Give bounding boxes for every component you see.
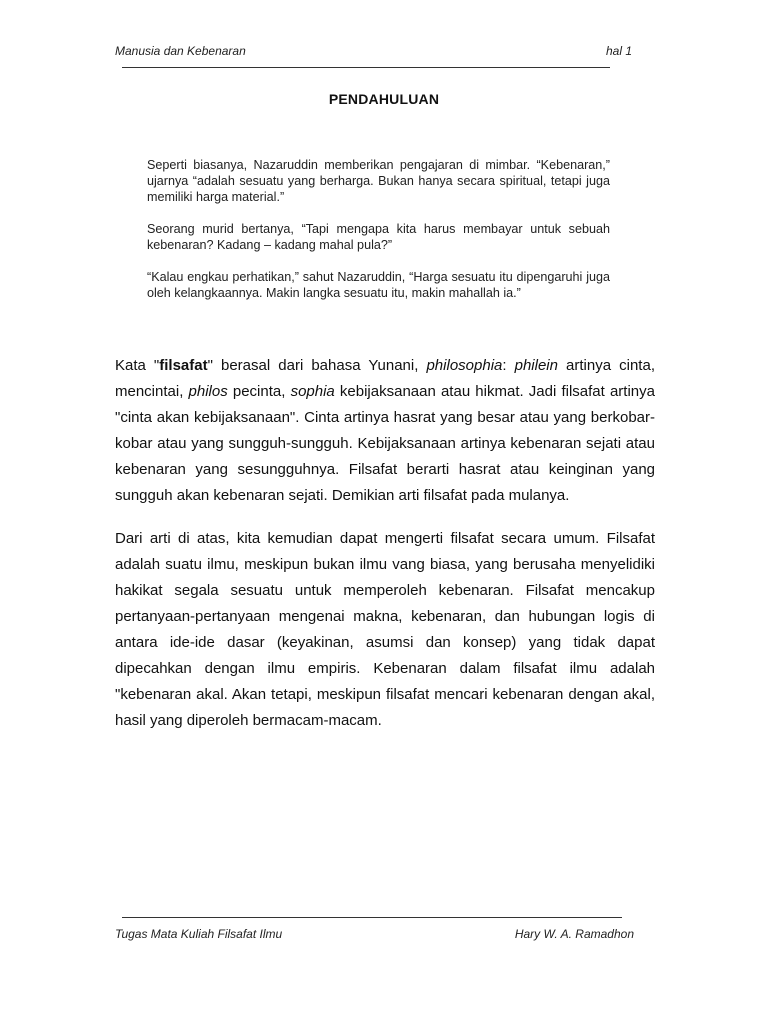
quote-block [147, 157, 610, 317]
header-title: Manusia dan Kebenaran [115, 44, 246, 58]
header-divider [122, 67, 610, 68]
italic-term: sophia [290, 383, 335, 400]
paragraph-text: Dari arti di atas, kita kemudian dapat mengerti filsafat secara umum. Filsafat adalah suatu ilmu, meskipun bukan ilmu vang biasa, yang berusaha menyelidiki hakikat segala sesuatu untuk memperoleh kebenaran. Filsafat mencakup pertanyaan-pertanyaan mengenai makna, kebenaran, dan hubungan logis di antara ide-ide dasar (keyakinan, asumsi dan konsep) yang tidak dapat dipecahkan dengan ilmu empiris. Kebenaran dalam filsafat ilmu adalah "kebenaran akal. Akan tetapi, meskipun filsafat mencari kebenaran dengan akal, hasil yang diperoleh bermacam-macam. [115, 530, 655, 729]
text-run: Kata " [115, 357, 160, 374]
running-footer [115, 927, 634, 941]
body-paragraph-2 [115, 526, 655, 734]
footer-course: Tugas Mata Kuliah Filsafat Ilmu [115, 927, 283, 941]
italic-term: philosophia [426, 357, 503, 374]
quote-paragraph: Seorang murid bertanya, “Tapi mengapa kita harus membayar untuk sebuah kebenaran? Kadang – kadang mahal pula?” [147, 222, 610, 252]
italic-term: philein [514, 357, 558, 374]
text-run: kebijaksanaan atau hikmat. Jadi filsafat artinya "cinta akan kebijaksanaan". Cinta artinya hasrat yang besar atau yang berkobar-kobar atau yang sungguh-sungguh. Kebijaksanaan artinya kebenaran sejati atau kebenaran yang sesungguhnya. Filsafat berarti hasrat atau keinginan yang sungguh akan kebenaran sejati. Demikian arti filsafat pada mulanya. [115, 383, 655, 504]
running-header [115, 44, 632, 58]
quote-paragraph: Seperti biasanya, Nazaruddin memberikan pengajaran di mimbar. “Kebenaran,” ujarnya “adalah sesuatu yang berharga. Bukan hanya secara spiritual, tetapi juga memiliki harga material.” [147, 158, 610, 204]
text-run: artinya cinta, mencintai, [115, 357, 655, 400]
italic-term: philos [188, 383, 228, 400]
text-run: pecinta, [227, 383, 291, 400]
page-number: hal 1 [605, 44, 632, 58]
body-paragraph-1 [115, 353, 655, 509]
footer-author: Hary W. A. Ramadhon [514, 927, 634, 941]
quote-paragraph: “Kalau engkau perhatikan,” sahut Nazaruddin, “Harga sesuatu itu dipengaruhi juga oleh kelangkaannya. Makin langka sesuatu itu, makin mahallah ia.” [147, 270, 610, 300]
text-run: " berasal dari bahasa Yunani, [207, 357, 427, 374]
footer-divider [122, 917, 622, 918]
section-title: PENDAHULUAN [328, 91, 440, 107]
bold-term: filsafat [159, 357, 208, 374]
text-run: : [502, 357, 515, 374]
